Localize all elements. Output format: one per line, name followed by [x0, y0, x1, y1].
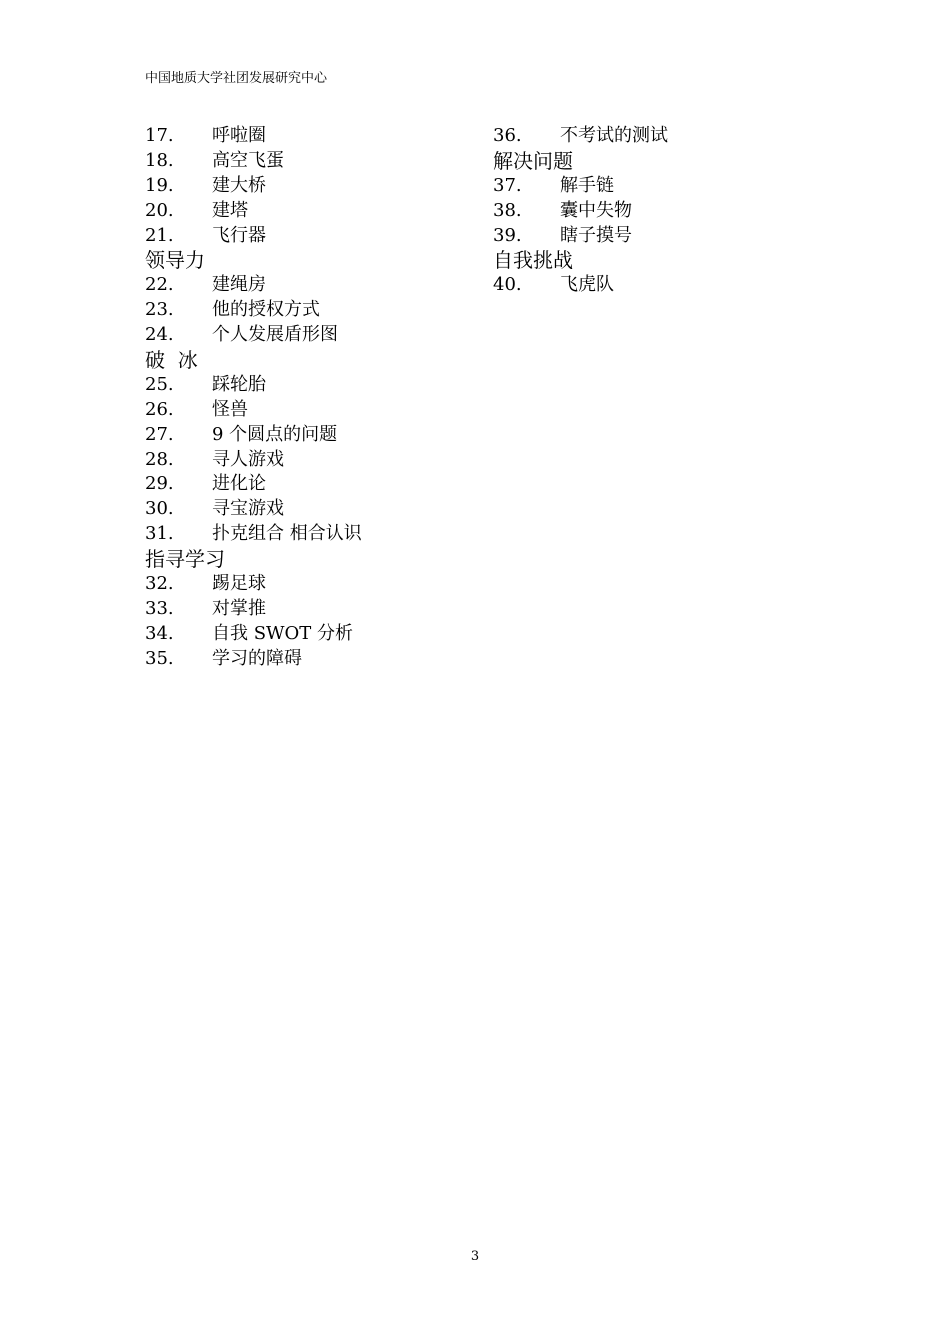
item-number: 31.: [145, 523, 174, 545]
section-heading: 指寻学习: [145, 547, 225, 572]
item-label: 踢足球: [212, 573, 266, 595]
item-number: 18.: [145, 149, 174, 171]
item-label: 寻宝游戏: [212, 498, 284, 520]
list-item: [145, 373, 475, 398]
page-header: 中国地质大学社团发展研究中心: [145, 71, 328, 86]
item-label: 建绳房: [212, 274, 266, 296]
list-item: [493, 124, 823, 149]
list-item: [493, 224, 823, 249]
item-number: 21.: [145, 224, 174, 246]
item-label: 进化论: [212, 473, 266, 495]
list-item: [145, 124, 475, 149]
item-label: 飞虎队: [560, 274, 614, 296]
item-label: 建塔: [212, 199, 248, 221]
item-number: 26.: [145, 398, 174, 420]
item-label: 学习的障碍: [212, 647, 302, 669]
item-number: 23.: [145, 299, 174, 321]
item-label: 他的授权方式: [212, 299, 320, 321]
page-number: 3: [470, 1249, 480, 1264]
item-number: 25.: [145, 373, 174, 395]
left-column: [145, 124, 475, 672]
item-number: 34.: [145, 622, 174, 644]
section-heading: 自我挑战: [493, 248, 573, 273]
item-number: 22.: [145, 274, 174, 296]
item-label: 建大桥: [212, 174, 266, 196]
item-number: 37.: [493, 174, 522, 196]
item-label: 对掌推: [212, 597, 266, 619]
item-number: 36.: [493, 125, 522, 146]
item-number: 17.: [145, 125, 174, 146]
item-label: 飞行器: [212, 224, 266, 246]
item-label: 9 个圆点的问题: [212, 423, 338, 445]
item-label: 呼啦圈: [212, 125, 266, 146]
list-item: [145, 522, 475, 547]
list-item: [145, 323, 475, 348]
section-heading: 领导力: [145, 248, 205, 273]
list-item: [145, 472, 475, 497]
item-number: 20.: [145, 199, 174, 221]
item-label: 不考试的测试: [560, 125, 668, 146]
item-number: 27.: [145, 423, 174, 445]
list-item: [145, 597, 475, 622]
list-item: [145, 398, 475, 423]
item-label: 自我 SWOT 分析: [212, 622, 354, 644]
section-heading: 解决问题: [493, 148, 573, 173]
item-label: 扑克组合 相合认识: [212, 523, 362, 545]
item-number: 24.: [145, 324, 174, 346]
list-item: [145, 647, 475, 672]
item-number: 35.: [145, 647, 174, 669]
list-item: [145, 497, 475, 522]
list-item: [493, 174, 823, 199]
list-item: [145, 298, 475, 323]
item-label: 个人发展盾形图: [212, 324, 338, 346]
list-item: [145, 572, 475, 597]
item-number: 38.: [493, 199, 522, 221]
item-number: 33.: [145, 597, 174, 619]
item-label: 寻人游戏: [212, 448, 284, 470]
list-item: [145, 199, 475, 224]
list-item: [145, 423, 475, 448]
list-item: [145, 174, 475, 199]
section-heading: 破 冰: [145, 348, 198, 373]
list-item: [145, 149, 475, 174]
list-item: [145, 224, 475, 249]
item-number: 30.: [145, 498, 174, 520]
item-number: 28.: [145, 448, 174, 470]
item-number: 32.: [145, 573, 174, 595]
item-label: 怪兽: [212, 398, 248, 420]
item-number: 29.: [145, 473, 174, 495]
item-label: 解手链: [560, 174, 614, 196]
right-column: [493, 124, 823, 298]
item-label: 瞎子摸号: [560, 224, 632, 246]
list-item: [493, 199, 823, 224]
item-label: 踩轮胎: [212, 373, 266, 395]
list-item: [145, 622, 475, 647]
item-label: 囊中失物: [560, 199, 632, 221]
item-label: 高空飞蛋: [212, 149, 284, 171]
list-item: [145, 448, 475, 473]
item-number: 40.: [493, 274, 522, 296]
item-number: 19.: [145, 174, 174, 196]
list-item: [145, 273, 475, 298]
list-item: [493, 273, 823, 298]
item-number: 39.: [493, 224, 522, 246]
